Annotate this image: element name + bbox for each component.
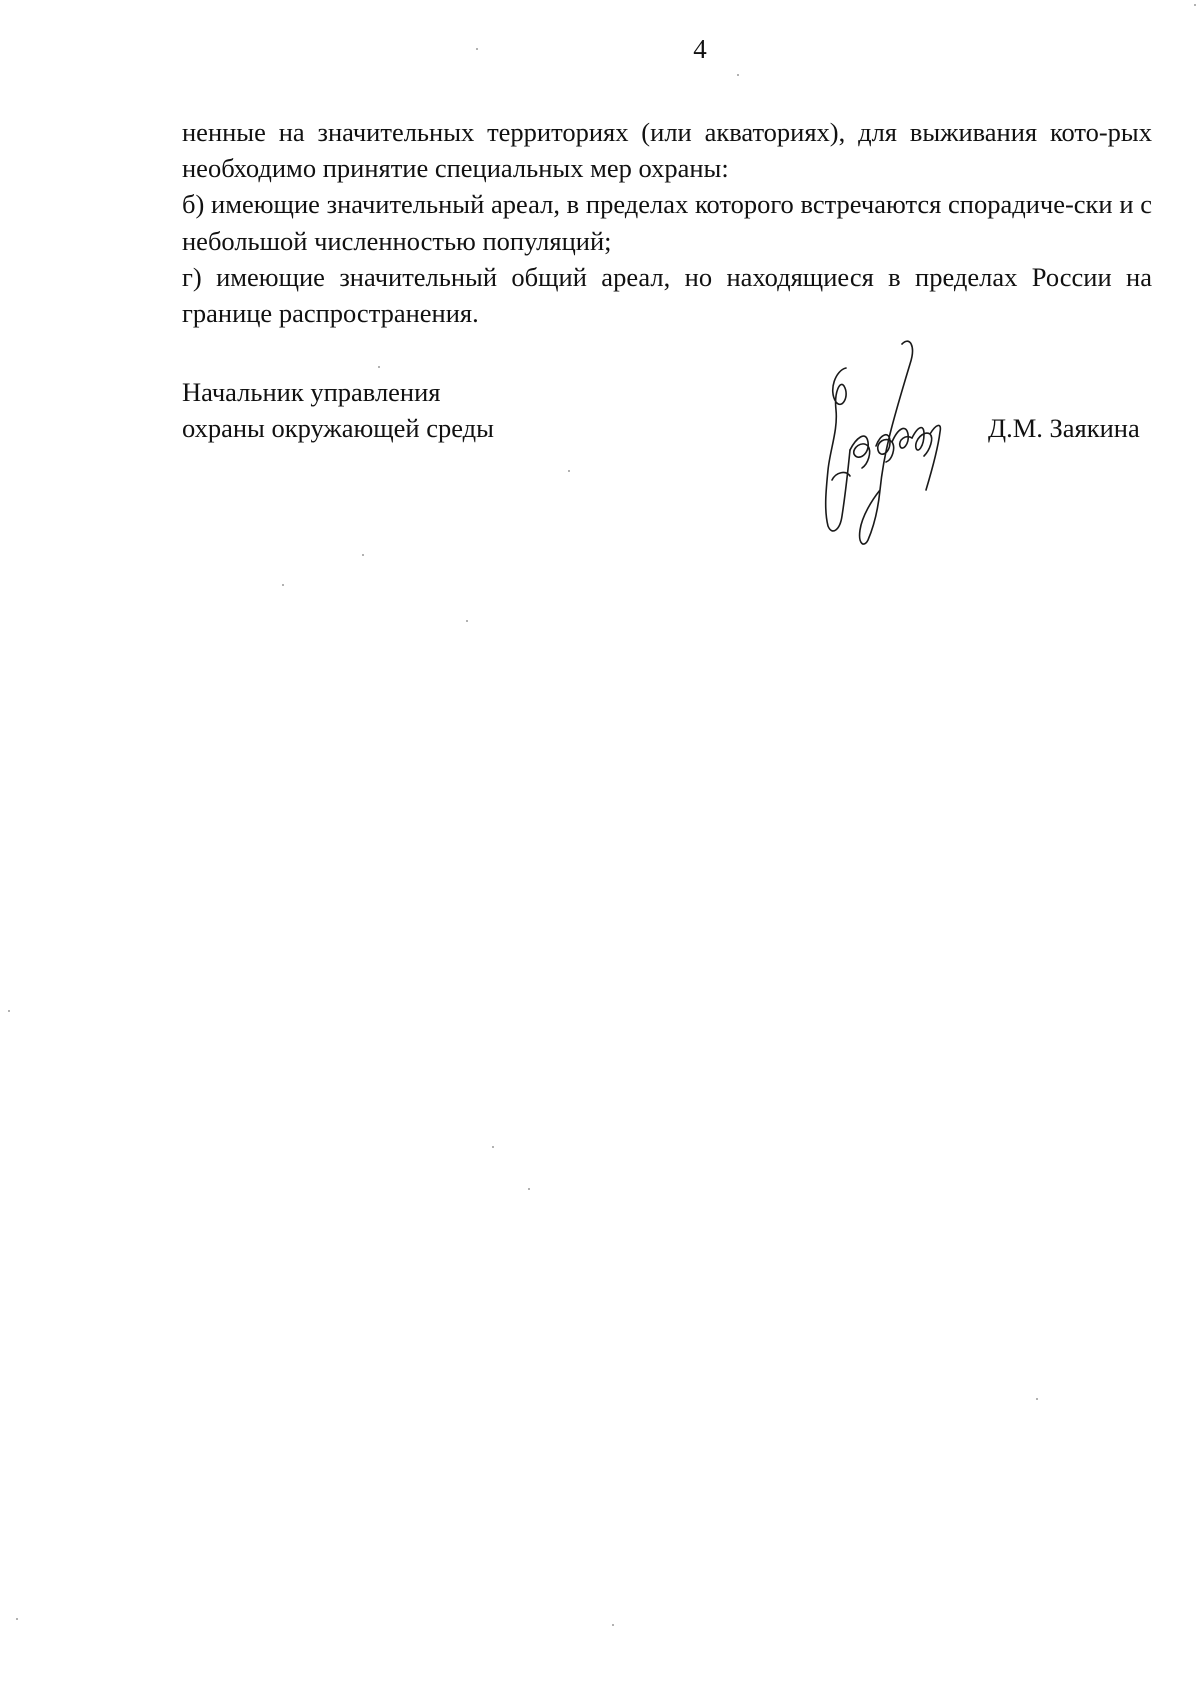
scan-speck <box>568 470 570 472</box>
signer-name: Д.М. Заякина <box>988 413 1140 443</box>
signoff-position <box>182 374 494 446</box>
scan-speck <box>1036 1398 1038 1400</box>
body-text <box>182 114 1152 331</box>
scan-speck <box>282 584 284 586</box>
paragraph-item-g: г) имеющие значительный общий ареал, но находящиеся в пределах России на границе распространения. <box>182 261 1152 329</box>
paragraph-continuation: ненные на значительных территориях (или акваториях), для выживания кото-рых необходимо принятие специальных мер охраны: <box>182 117 1152 184</box>
scan-speck <box>362 554 364 556</box>
scan-speck <box>737 74 739 76</box>
scan-speck <box>1194 4 1196 6</box>
scan-speck <box>8 1010 10 1012</box>
scan-speck <box>492 1146 494 1148</box>
position-line-2: охраны окружающей среды <box>182 413 494 444</box>
scan-speck <box>466 620 468 622</box>
page-number: 4 <box>693 34 707 64</box>
paragraph-item-b: б) имеющие значительный ареал, в пределах которого встречаются спорадиче-ски и с небольшой численностью популяций; <box>182 189 1152 256</box>
position-line-1: Начальник управления <box>182 377 441 407</box>
scan-speck <box>612 1624 614 1626</box>
scan-speck <box>378 366 380 368</box>
scan-speck <box>16 1618 18 1620</box>
scan-speck <box>476 48 478 50</box>
scan-speck <box>528 1188 530 1190</box>
handwritten-signature <box>806 330 946 550</box>
